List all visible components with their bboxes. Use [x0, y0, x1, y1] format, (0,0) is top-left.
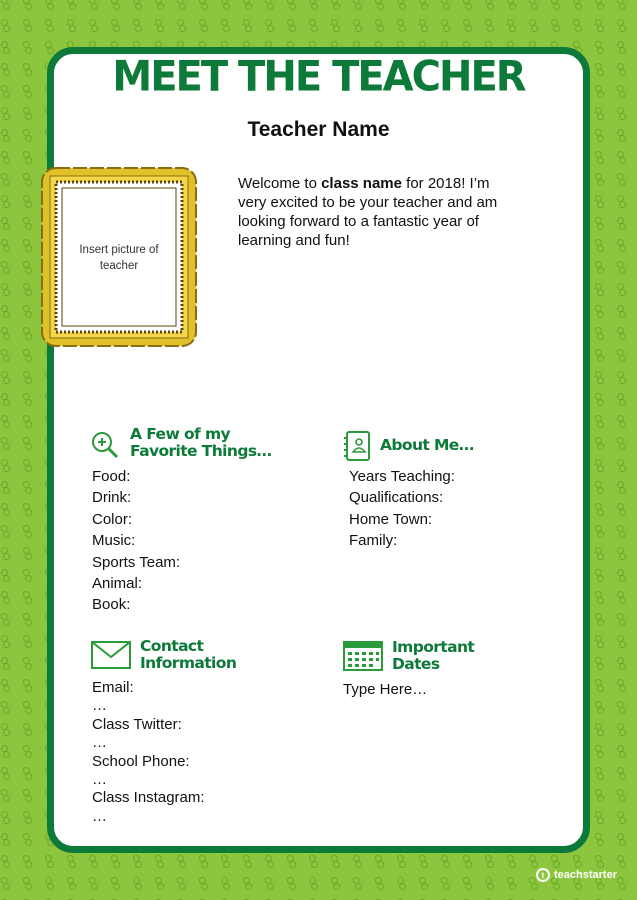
magnifier-plus-icon	[90, 430, 120, 460]
contact-list	[92, 679, 205, 826]
list-item[interactable]: Food:	[92, 468, 131, 485]
favorites-list	[92, 466, 180, 616]
favorites-title-line2: Favorite Things…	[130, 442, 272, 460]
calendar-icon	[343, 641, 383, 671]
dates-title	[392, 639, 474, 673]
welcome-before: Welcome to	[238, 175, 322, 192]
list-item[interactable]: …	[92, 734, 107, 752]
teachstarter-logo-icon: t	[536, 868, 550, 882]
photo-placeholder-text: Insert picture of teacher	[79, 244, 159, 272]
list-item[interactable]: Drink:	[92, 489, 132, 507]
brand-logo	[536, 868, 617, 882]
dates-text[interactable]: Type Here…	[343, 681, 428, 698]
dates-title-line2: Dates	[392, 655, 440, 673]
list-item[interactable]: Book:	[92, 596, 131, 614]
teacher-name[interactable]: Teacher Name	[247, 118, 390, 141]
list-item[interactable]: Qualifications:	[349, 489, 444, 507]
favorites-title	[130, 426, 271, 460]
about-list	[349, 466, 455, 552]
page-title: MEET THE TEACHER	[112, 52, 525, 102]
list-item[interactable]: Animal:	[92, 575, 143, 593]
class-name: class name	[321, 175, 402, 192]
favorites-title-line1: A Few of my	[130, 425, 231, 443]
list-item[interactable]: Family:	[349, 532, 398, 550]
list-item[interactable]: Sports Team:	[92, 553, 181, 571]
list-item[interactable]: School Phone:	[92, 752, 190, 770]
list-item[interactable]: Home Town:	[349, 510, 433, 528]
dates-title-line1: Important	[392, 638, 475, 656]
welcome-text[interactable]	[238, 174, 508, 250]
list-item[interactable]: …	[92, 807, 107, 825]
list-item[interactable]: …	[92, 697, 107, 715]
list-item[interactable]: Email:	[92, 679, 134, 696]
contact-title-line2: Information	[140, 654, 237, 672]
list-item[interactable]: …	[92, 771, 107, 789]
welcome-after: for 2018! I’m very excited to be your teacher and am looking forward to a fantastic year of learning and fun!	[238, 175, 498, 249]
about-title: About Me…	[380, 436, 474, 454]
brand-name: teachstarter	[554, 869, 617, 881]
list-item[interactable]: Music:	[92, 532, 136, 550]
list-item[interactable]: Class Instagram:	[92, 789, 205, 807]
notebook-icon	[344, 430, 372, 462]
list-item[interactable]: Color:	[92, 510, 133, 528]
list-item[interactable]: Class Twitter:	[92, 715, 182, 733]
envelope-icon	[91, 641, 131, 669]
list-item[interactable]: Years Teaching:	[349, 468, 455, 485]
photo-frame[interactable]	[36, 162, 202, 352]
contact-title-line1: Contact	[140, 637, 204, 655]
contact-title	[140, 638, 236, 672]
